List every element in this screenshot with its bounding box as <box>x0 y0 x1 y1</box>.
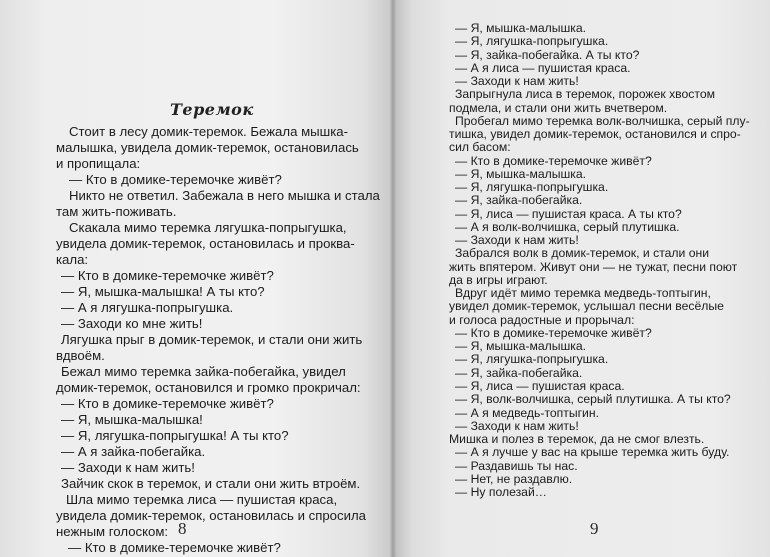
text-line: вдвоём. <box>56 348 105 363</box>
text-line: кала: <box>56 252 89 267</box>
page-number: 8 <box>178 519 187 538</box>
text-line: — Я, лиса — пушистая краса. <box>455 378 625 393</box>
text-line: — А я лиса — пушистая краса. <box>455 60 631 75</box>
text-line: — А я зайка-побегайка. <box>61 444 206 459</box>
text-line: — Я, лягушка-попрыгушка. <box>455 180 609 195</box>
text-line: — А я лягушка-попрыгушка. <box>61 300 234 315</box>
text-line: Стоит в лесу домик-теремок. Бежала мышка- <box>69 124 348 139</box>
text-line: увидела домик-теремок, остановилась и спросила <box>56 508 366 523</box>
text-line: Вдруг идёт мимо теремка медведь-топтыгин, <box>455 286 711 301</box>
text-line: — Кто в домике-теремочке живёт? <box>61 396 274 411</box>
text-line: — А я лучше у вас на крыше теремка жить буду. <box>455 445 730 460</box>
text-line: — Я, мышка-малышка! А ты кто? <box>61 284 265 299</box>
text-line: Бежал мимо теремка зайка-побегайка, увидел <box>61 364 346 379</box>
text-line: — Я, зайка-побегайка. А ты кто? <box>455 47 640 62</box>
text-line: Пробегал мимо теремка волк-волчишка, серый плу- <box>455 113 750 128</box>
text-line: — Ну полезай… <box>455 485 547 499</box>
text-line: — Кто в домике-теремочке живёт? <box>68 540 281 555</box>
text-line: — Заходи к нам жить! <box>455 74 579 88</box>
page-number: 9 <box>590 519 599 538</box>
text-line: — Заходи ко мне жить! <box>61 316 203 331</box>
text-line: — Кто в домике-теремочке живёт? <box>61 268 274 283</box>
text-line: увидел домик-теремок, услышал песни весёлые <box>449 299 724 314</box>
text-line: — Заходи к нам жить! <box>455 233 579 248</box>
text-line: — Я, зайка-побегайка. <box>455 193 583 208</box>
text-line: Забрался волк в домик-теремок, и стали они <box>455 246 710 261</box>
text-line: там жить-поживать. <box>56 204 177 219</box>
text-line: нежным голоском: <box>56 524 169 539</box>
text-line: — Я, мышка-малышка! <box>61 412 203 427</box>
text-line: подмела, и стали они жить вчетвером. <box>449 100 668 115</box>
text-line: Запрыгнула лиса в теремок, порожек хвостом <box>455 87 715 102</box>
text-line: домик-теремок, остановился и громко прокричал: <box>56 380 361 395</box>
text-line: Никто не ответил. Забежала в него мышка и стала <box>69 188 380 203</box>
right-page <box>393 0 770 557</box>
text-line: — Заходи к нам жить! <box>61 460 195 475</box>
book-gutter <box>389 0 397 557</box>
text-line: — Нет, не раздавлю. <box>455 471 573 486</box>
text-line: — Я, лягушка-попрыгушка. <box>455 34 609 49</box>
text-line: жить впятером. Живут они — не тужат, песни поют <box>449 259 738 274</box>
text-line: — Я, мышка-малышка. <box>455 21 587 35</box>
text-line: да в игры играют. <box>449 272 548 287</box>
text-line: увидела домик-теремок, остановилась и проква- <box>56 236 355 251</box>
text-line: — Я, лягушка-попрыгушка. <box>455 352 609 367</box>
text-line: — Я, лягушка-попрыгушка! А ты кто? <box>61 428 289 443</box>
text-line: — Заходи к нам жить! <box>455 418 579 433</box>
text-line: — Кто в домике-теремочке живёт? <box>455 325 652 340</box>
text-line: Зайчик скок в теремок, и стали они жить втроём. <box>61 476 361 491</box>
text-line: — Я, мышка-малышка. <box>455 166 587 181</box>
story-title: Теремок <box>170 100 254 119</box>
text-line: — Кто в домике-теремочке живёт? <box>455 153 652 168</box>
text-line: — Я, лиса — пушистая краса. А ты кто? <box>455 206 682 221</box>
text-line: — Я, зайка-побегайка. <box>455 365 583 380</box>
text-line: — Раздавишь ты нас. <box>455 458 578 473</box>
text-line: малышка, увидела домик-теремок, остановилась <box>56 140 359 155</box>
text-line: и пропищала: <box>56 156 141 171</box>
text-line: Мишка и полез в теремок, да не смог влезть. <box>449 432 705 446</box>
text-line: — Я, волк-волчишка, серый плутишка. А ты кто? <box>455 392 731 407</box>
text-line: сил басом: <box>449 140 511 155</box>
text-line: — А я медведь-топтыгин. <box>455 405 599 420</box>
text-line: тишка, увидел домик-теремок, остановился и спро- <box>449 127 741 142</box>
text-line: и голоса радостные и прорычал: <box>449 312 635 327</box>
text-line: Скакала мимо теремка лягушка-попрыгушка, <box>69 220 347 235</box>
text-line: — Я, мышка-малышка. <box>455 339 587 354</box>
text-line: Шла мимо теремка лиса — пушистая краса, <box>66 492 338 507</box>
text-line: — А я волк-волчишка, серый плутишка. <box>455 219 680 234</box>
text-line: — Кто в домике-теремочке живёт? <box>69 172 282 187</box>
text-line: Лягушка прыг в домик-теремок, и стали они жить <box>61 332 363 347</box>
